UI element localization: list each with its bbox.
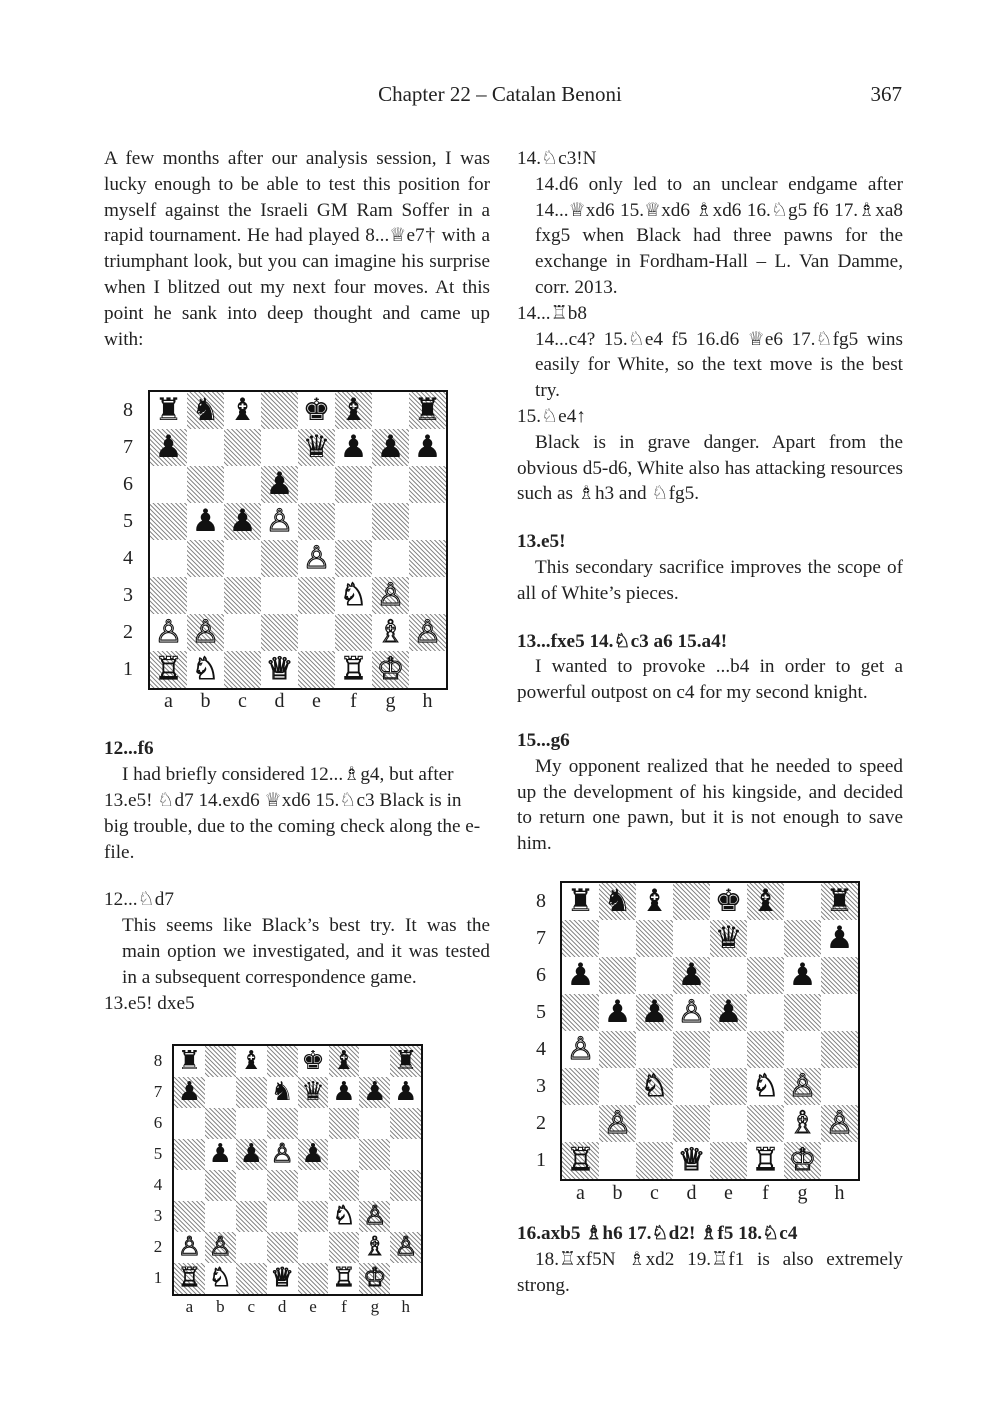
square-f4 [747,1031,784,1068]
white-pawn-icon: ♙ [394,1231,418,1262]
file-label: g [797,1181,808,1204]
square-d2 [673,1105,710,1142]
file-label: d [277,1297,287,1317]
square-c6 [636,957,673,994]
white-pawn-icon: ♙ [302,540,331,577]
square-h4 [409,540,446,577]
rank-label: 8 [536,889,546,912]
square-a6 [150,466,187,503]
square-c4 [224,540,261,577]
square-f6 [335,466,372,503]
black-pawn-icon: ♟ [677,956,706,993]
file-label: h [834,1181,845,1204]
rank-label: 3 [123,584,133,607]
comment-13fxe5: I wanted to provoke ...b4 in order to get a powerful outpost on c4 for my second knight. [517,656,903,704]
comment-12nd7: This seems like Black’s best try. It was the main option we investigated, and it was tested in a subsequent correspondence game. [122,915,490,988]
square-c3 [224,577,261,614]
black-bishop-icon: ♝ [339,392,368,429]
square-d6 [267,1108,298,1139]
white-pawn-icon: ♙ [363,1200,387,1231]
black-bishop-icon: ♝ [640,882,669,919]
square-h1 [821,1142,858,1179]
right-column [517,146,903,1298]
file-label: g [370,1297,380,1317]
white-king-icon: ♔ [363,1262,387,1293]
square-h5 [821,994,858,1031]
square-e1 [298,1263,329,1294]
square-a4 [150,540,187,577]
square-h3 [821,1068,858,1105]
square-c1 [236,1263,267,1294]
black-bishop-icon: ♝ [751,882,780,919]
file-label: b [216,1297,225,1317]
comment-13e5: This secondary sacrifice improves the scope of all of White’s pieces. [517,556,903,604]
white-knight-icon: ♘ [208,1262,232,1293]
square-b7 [205,1077,236,1108]
square-a5 [174,1139,205,1170]
chess-board [148,390,448,690]
square-e1 [298,651,335,688]
square-h4 [390,1170,421,1201]
white-pawn-icon: ♙ [154,614,183,651]
black-knight-icon: ♞ [191,392,220,429]
intro-paragraph: A few months after our analysis session, I was lucky enough to be able to test this position for myself against the Israeli GM Ram Soffer in a rapid tournament. He had played 8...♕e7† with a triumphant look, but you can imagine his surprise when I blitzed out my next four moves. At this point he sank into deep thought and came up with: [104,148,490,350]
black-pawn-icon: ♟ [603,993,632,1030]
black-bishop-icon: ♝ [239,1046,263,1077]
chapter-title: Chapter 22 – Catalan Benoni [378,82,622,106]
square-h5 [409,503,446,540]
square-h1 [409,651,446,688]
white-pawn-icon: ♙ [265,503,294,540]
chess-diagram-3 [517,857,903,1221]
file-label: b [200,690,211,713]
square-g4 [784,1031,821,1068]
square-c7 [224,429,261,466]
square-g5 [784,994,821,1031]
rank-label: 3 [536,1074,546,1097]
square-d3 [267,1201,298,1232]
comment-18rxf5: 18.♖xf5N ♗xd2 19.♖f1 is also extremely strong. [517,1248,903,1296]
rank-label: 7 [123,436,133,459]
rank-label: 2 [536,1111,546,1134]
rank-label: 3 [153,1205,163,1225]
square-h6 [821,957,858,994]
square-h3 [390,1201,421,1232]
move-14rb8: 14...♖b8 [517,302,587,324]
square-c2 [224,614,261,651]
square-e5 [298,503,335,540]
black-pawn-icon: ♟ [394,1077,418,1108]
white-knight-icon: ♘ [191,651,220,688]
white-rook-icon: ♖ [177,1262,202,1293]
square-a4 [174,1170,205,1201]
square-e3 [298,577,335,614]
black-pawn-icon: ♟ [177,1077,202,1108]
square-c4 [236,1170,267,1201]
move-line-13: 13.e5! dxe5 [104,992,195,1014]
square-a7 [562,920,599,957]
white-pawn-icon: ♙ [177,1231,202,1262]
square-e2 [298,614,335,651]
comment-15ne4: Black is in grave danger. Apart from the obvious d5-d6, White also has attacking resources such as ♗h3 and ♘fg5. [517,431,903,505]
white-rook-icon: ♖ [154,651,183,688]
rank-label: 2 [123,621,133,644]
square-d8 [673,883,710,920]
rank-label: 5 [536,1000,546,1023]
white-pawn-icon: ♙ [270,1139,294,1170]
square-g8 [784,883,821,920]
white-queen-icon: ♕ [270,1262,294,1293]
file-label: g [385,690,396,713]
white-pawn-icon: ♙ [788,1067,817,1104]
black-rook-icon: ♜ [154,392,183,429]
square-h6 [409,466,446,503]
square-c1 [636,1142,673,1179]
square-f6 [329,1108,360,1139]
black-pawn-icon: ♟ [228,503,257,540]
black-queen-icon: ♛ [302,429,331,466]
rank-label: 5 [153,1144,163,1164]
black-pawn-icon: ♟ [154,429,183,466]
black-rook-icon: ♜ [394,1046,418,1077]
move-heading-16axb5: 16.axb5 ♗h6 17.♘d2! ♗f5 18.♘c4 [517,1222,798,1244]
rank-label: 7 [153,1082,163,1102]
black-king-icon: ♚ [302,392,331,429]
white-bishop-icon: ♗ [363,1231,387,1262]
rank-label: 1 [536,1148,546,1171]
file-label: b [612,1181,623,1204]
move-heading-13fxe5: 13...fxe5 14.♘c3 a6 15.a4! [517,630,728,652]
square-a5 [562,994,599,1031]
square-a3 [562,1068,599,1105]
move-heading-12f6: 12...f6 [104,738,154,760]
square-d3 [261,577,298,614]
square-c4 [636,1031,673,1068]
black-pawn-icon: ♟ [640,993,669,1030]
white-knight-icon: ♘ [339,577,368,614]
file-label: c [650,1181,659,1204]
comment-14d6: 14.d6 only led to an unclear endgame after 14...♕xd6 15.♕xd6 ♗xd6 16.♘g5 f6 17.♗xa8 fxg5 when Black had three pawns for the exchange in Fordham-Hall – L. Van Damme, corr. 2013. [535,173,903,298]
comment-12f6: I had briefly considered 12...♗g4, but after 13.e5! ♘d7 14.exd6 ♕xd6 15.♘c3 Black is in big trouble, due to the coming check along the e-file. [104,764,481,863]
square-g4 [359,1170,390,1201]
white-rook-icon: ♖ [566,1141,595,1178]
black-knight-icon: ♞ [270,1077,294,1108]
black-pawn-icon: ♟ [566,956,595,993]
file-label: d [686,1181,697,1204]
square-d4 [673,1031,710,1068]
rank-label: 2 [153,1236,163,1256]
square-a3 [150,577,187,614]
black-rook-icon: ♜ [566,882,595,919]
square-f2 [747,1105,784,1142]
square-h5 [390,1139,421,1170]
square-g8 [359,1046,390,1077]
file-label: d [274,690,285,713]
move-heading-13e5: 13.e5! [517,531,566,553]
square-d7 [673,920,710,957]
square-g5 [372,503,409,540]
white-pawn-icon: ♙ [603,1104,632,1141]
square-h1 [390,1263,421,1294]
square-c7 [636,920,673,957]
rank-label: 8 [153,1051,163,1071]
square-h4 [821,1031,858,1068]
file-label: a [185,1297,194,1317]
rank-label: 4 [153,1174,163,1194]
square-b7 [187,429,224,466]
page-number: 367 [870,82,902,106]
square-b8 [205,1046,236,1077]
white-pawn-icon: ♙ [208,1231,232,1262]
rank-label: 4 [536,1037,546,1060]
square-c1 [224,651,261,688]
square-b3 [205,1201,236,1232]
file-label: c [247,1297,256,1317]
black-bishop-icon: ♝ [332,1046,356,1077]
comment-14c4: 14...c4? 15.♘e4 f5 16.d6 ♕e6 17.♘fg5 wins easily for White, so the text move is the best try. [535,328,903,402]
square-f5 [329,1139,360,1170]
square-a2 [562,1105,599,1142]
black-queen-icon: ♛ [714,919,743,956]
rank-label: 6 [123,473,133,496]
rank-label: 6 [153,1113,163,1133]
square-b6 [187,466,224,503]
black-king-icon: ♚ [301,1046,325,1077]
white-pawn-icon: ♙ [376,577,405,614]
square-c7 [236,1077,267,1108]
square-e6 [298,1108,329,1139]
chess-board [172,1044,423,1295]
square-c2 [236,1232,267,1263]
file-label: f [762,1181,769,1204]
square-h3 [409,577,446,614]
white-king-icon: ♔ [376,651,405,688]
square-f5 [747,994,784,1031]
file-label: a [164,690,173,713]
file-label: e [309,1297,317,1317]
file-label: f [350,690,357,713]
black-pawn-icon: ♟ [376,429,405,466]
square-d8 [267,1046,298,1077]
black-pawn-icon: ♟ [208,1139,232,1170]
square-e4 [298,1170,329,1201]
black-rook-icon: ♜ [825,882,854,919]
rank-label: 4 [123,547,133,570]
file-label: a [576,1181,585,1204]
square-b6 [599,957,636,994]
move-15ne4: 15.♘e4↑ [517,405,586,427]
black-pawn-icon: ♟ [339,429,368,466]
black-pawn-icon: ♟ [363,1077,387,1108]
square-e3 [298,1201,329,1232]
square-g7 [784,920,821,957]
white-rook-icon: ♖ [339,651,368,688]
rank-label: 6 [536,963,546,986]
square-f6 [747,957,784,994]
white-bishop-icon: ♗ [376,614,405,651]
square-b1 [599,1142,636,1179]
white-bishop-icon: ♗ [788,1104,817,1141]
white-queen-icon: ♕ [265,651,294,688]
square-f2 [335,614,372,651]
black-pawn-icon: ♟ [714,993,743,1030]
file-label: e [312,690,321,713]
square-e6 [298,466,335,503]
square-b7 [599,920,636,957]
black-pawn-icon: ♟ [413,429,442,466]
square-h6 [390,1108,421,1139]
comment-15g6: My opponent realized that he needed to speed up the development of his kingside, and decided to return one pawn, but it is not enough to save him. [517,755,903,855]
black-rook-icon: ♜ [177,1046,202,1077]
move-12nd7: 12...♘d7 [104,889,174,911]
file-label: f [341,1297,347,1317]
white-rook-icon: ♖ [751,1141,780,1178]
white-pawn-icon: ♙ [191,614,220,651]
black-pawn-icon: ♟ [332,1077,356,1108]
black-pawn-icon: ♟ [788,956,817,993]
square-d7 [261,429,298,466]
square-d2 [267,1232,298,1263]
file-label: h [401,1297,410,1317]
white-knight-icon: ♘ [332,1200,356,1231]
square-g4 [372,540,409,577]
square-g5 [359,1139,390,1170]
black-bishop-icon: ♝ [228,392,257,429]
square-g6 [359,1108,390,1139]
square-b3 [187,577,224,614]
rank-label: 7 [536,926,546,949]
black-king-icon: ♚ [714,882,743,919]
black-pawn-icon: ♟ [265,466,294,503]
black-pawn-icon: ♟ [301,1139,325,1170]
rank-label: 5 [123,510,133,533]
chess-diagram-2 [104,1016,490,1316]
black-knight-icon: ♞ [603,882,632,919]
move-14nc3: 14.♘c3!N [517,148,597,169]
square-c2 [636,1105,673,1142]
square-d8 [261,392,298,429]
rank-label: 1 [153,1267,163,1287]
move-heading-15g6: 15...g6 [517,729,570,751]
square-a6 [174,1108,205,1139]
square-d2 [261,614,298,651]
rank-label: 1 [123,658,133,681]
chess-diagram-1 [104,352,490,713]
file-label: e [724,1181,733,1204]
chess-board [560,881,860,1181]
left-column [104,146,490,1316]
black-pawn-icon: ♟ [191,503,220,540]
square-c6 [236,1108,267,1139]
black-pawn-icon: ♟ [825,919,854,956]
square-f7 [747,920,784,957]
square-f2 [329,1232,360,1263]
white-pawn-icon: ♙ [566,1030,595,1067]
square-e1 [710,1142,747,1179]
white-knight-icon: ♘ [751,1067,780,1104]
white-queen-icon: ♕ [677,1141,706,1178]
square-b4 [187,540,224,577]
white-pawn-icon: ♙ [825,1104,854,1141]
white-knight-icon: ♘ [640,1067,669,1104]
white-king-icon: ♔ [788,1141,817,1178]
square-e2 [298,1232,329,1263]
square-f5 [335,503,372,540]
square-b3 [599,1068,636,1105]
black-rook-icon: ♜ [413,392,442,429]
square-e2 [710,1105,747,1142]
square-b6 [205,1108,236,1139]
square-b4 [205,1170,236,1201]
square-g8 [372,392,409,429]
rank-label: 8 [123,399,133,422]
file-label: c [238,690,247,713]
square-e6 [710,957,747,994]
white-rook-icon: ♖ [332,1262,356,1293]
white-pawn-icon: ♙ [677,993,706,1030]
square-a5 [150,503,187,540]
black-queen-icon: ♛ [301,1077,325,1108]
square-f4 [329,1170,360,1201]
square-e3 [710,1068,747,1105]
square-b4 [599,1031,636,1068]
square-c3 [236,1201,267,1232]
square-c6 [224,466,261,503]
square-d4 [267,1170,298,1201]
square-d4 [261,540,298,577]
square-f4 [335,540,372,577]
square-a3 [174,1201,205,1232]
white-pawn-icon: ♙ [413,614,442,651]
square-g6 [372,466,409,503]
file-label: h [422,690,433,713]
square-e4 [710,1031,747,1068]
black-pawn-icon: ♟ [239,1139,263,1170]
square-d3 [673,1068,710,1105]
